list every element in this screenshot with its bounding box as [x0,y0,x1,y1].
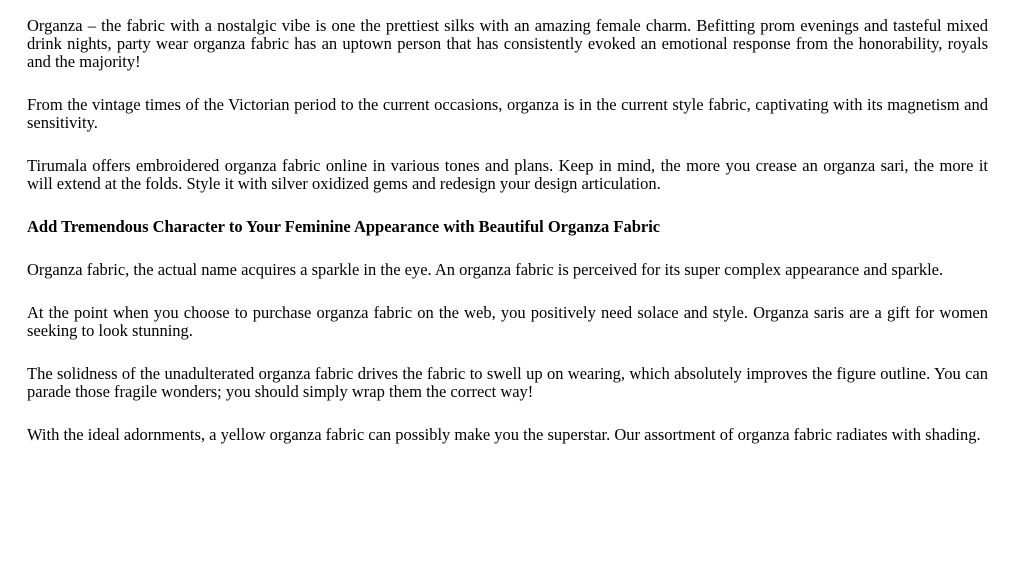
offer-paragraph: Tirumala offers embroidered organza fabric online in various tones and plans. Keep in mind, the more you crease an organza sari, the more it will extend at the folds. Style it with silver oxidized gems and redesign your design articulation. [27,156,988,193]
history-paragraph: From the vintage times of the Victorian period to the current occasions, organza is in the current style fabric, captivating with its magnetism and sensitivity. [27,95,988,132]
solidness-paragraph: The solidness of the unadulterated organza fabric drives the fabric to swell up on wearing, which absolutely improves the figure outline. You can parade those fragile wonders; you should simply wrap them the correct way! [27,364,988,401]
sparkle-paragraph: Organza fabric, the actual name acquires a sparkle in the eye. An organza fabric is perceived for its super complex appearance and sparkle. [27,260,944,279]
intro-paragraph: Organza – the fabric with a nostalgic vibe is one the prettiest silks with an amazing female charm. Befitting prom evenings and tasteful mixed drink nights, party wear organza fabric has an uptown person that has consistently evoked an emotional response from the honorability, royals and the majority! [27,16,988,71]
article-body [27,17,988,469]
section-heading: Add Tremendous Character to Your Feminine Appearance with Beautiful Organza Fabric [27,217,661,236]
purchase-paragraph: At the point when you choose to purchase organza fabric on the web, you positively need solace and style. Organza saris are a gift for women seeking to look stunning. [27,303,988,340]
adornments-paragraph: With the ideal adornments, a yellow organza fabric can possibly make you the superstar. Our assortment of organza fabric radiates with shading. [27,425,981,444]
